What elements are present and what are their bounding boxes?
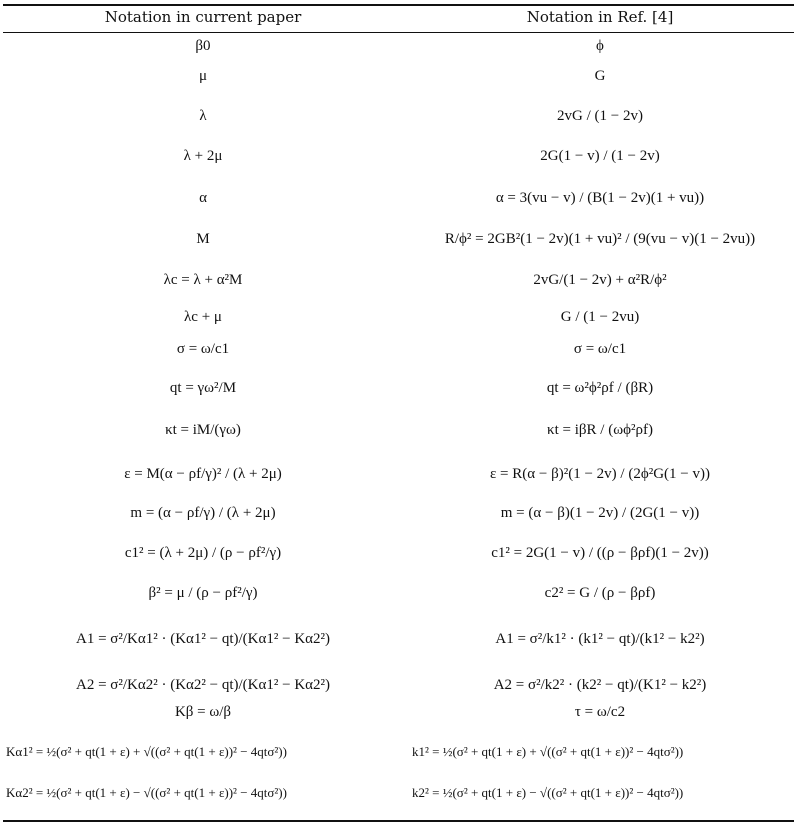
notation-current-17: Kβ = ω/β (174, 704, 232, 720)
notation-current-2: λ (199, 108, 207, 124)
notation-ref-11: ε = R(α − β)²(1 − 2v) / (2ϕ²G(1 − v)) (490, 466, 710, 482)
notation-current-12: m = (α − ρf/γ) / (λ + 2μ) (130, 505, 276, 521)
notation-ref-5: R/ϕ² = 2GB²(1 − 2v)(1 + vu)² / (9(vu − v)(1 − 2vu)) (444, 231, 756, 247)
bottom-rule (3, 820, 794, 822)
notation-ref-3: 2G(1 − v) / (1 − 2v) (540, 148, 660, 164)
notation-current-5: M (196, 231, 210, 247)
notation-ref-9: qt = ω²ϕ²ρf / (βR) (546, 380, 654, 396)
notation-current-19: Kα2² = ½(σ² + qt(1 + ε) − √((σ² + qt(1 + ε))² − 4qtσ²)) (6, 785, 287, 800)
notation-current-11: ε = M(α − ρf/γ)² / (λ + 2μ) (124, 466, 282, 482)
notation-current-18: Kα1² = ½(σ² + qt(1 + ε) + √((σ² + qt(1 + ε))² − 4qtσ²)) (6, 744, 287, 759)
notation-ref-12: m = (α − β)(1 − 2v) / (2G(1 − v)) (500, 505, 700, 521)
notation-current-3: λ + 2μ (183, 148, 223, 164)
notation-ref-7: G / (1 − 2vu) (560, 309, 640, 325)
notation-ref-6: 2vG/(1 − 2v) + α²R/ϕ² (533, 272, 667, 288)
notation-ref-16: A2 = σ²/k2² · (k2² − qt)/(K1² − k2²) (493, 677, 707, 693)
notation-ref-8: σ = ω/c1 (573, 341, 627, 357)
notation-ref-2: 2vG / (1 − 2v) (557, 108, 643, 124)
notation-ref-1: G (594, 68, 606, 84)
notation-ref-4: α = 3(vu − v) / (B(1 − 2v)(1 + vu)) (495, 190, 705, 206)
notation-ref-18: k1² = ½(σ² + qt(1 + ε) + √((σ² + qt(1 + ε))² − 4qtσ²)) (412, 744, 684, 759)
notation-current-15: A1 = σ²/Kα1² · (Kα1² − qt)/(Kα1² − Kα2²) (75, 631, 331, 647)
notation-ref-0: ϕ (596, 38, 604, 54)
notation-current-4: α (199, 190, 207, 206)
notation-current-7: λc + μ (184, 309, 222, 325)
header-reference: Notation in Ref. [4] (526, 8, 674, 26)
notation-current-10: κt = iM/(γω) (165, 422, 241, 438)
notation-ref-15: A1 = σ²/k1² · (k1² − qt)/(k1² − k2²) (495, 631, 705, 647)
notation-current-9: qt = γω²/M (169, 380, 237, 396)
notation-ref-13: c1² = 2G(1 − v) / ((ρ − βρf)(1 − 2v)) (491, 545, 709, 561)
notation-current-0: β0 (195, 38, 211, 54)
notation-current-14: β² = μ / (ρ − ρf²/γ) (148, 585, 258, 601)
notation-current-6: λc = λ + α²M (163, 272, 243, 288)
notation-ref-17: τ = ω/c2 (574, 704, 626, 720)
notation-current-13: c1² = (λ + 2μ) / (ρ − ρf²/γ) (124, 545, 282, 561)
top-rule (3, 4, 794, 6)
notation-current-8: σ = ω/c1 (176, 341, 230, 357)
header-current-paper: Notation in current paper (104, 8, 302, 26)
notation-ref-14: c2² = G / (ρ − βρf) (544, 585, 656, 601)
notation-ref-19: k2² = ½(σ² + qt(1 + ε) − √((σ² + qt(1 + ε))² − 4qtσ²)) (412, 785, 684, 800)
notation-current-1: μ (198, 68, 208, 84)
notation-current-16: A2 = σ²/Kα2² · (Kα2² − qt)/(Kα1² − Kα2²) (75, 677, 331, 693)
header-rule (3, 32, 794, 33)
notation-ref-10: κt = iβR / (ωϕ²ρf) (547, 422, 653, 438)
